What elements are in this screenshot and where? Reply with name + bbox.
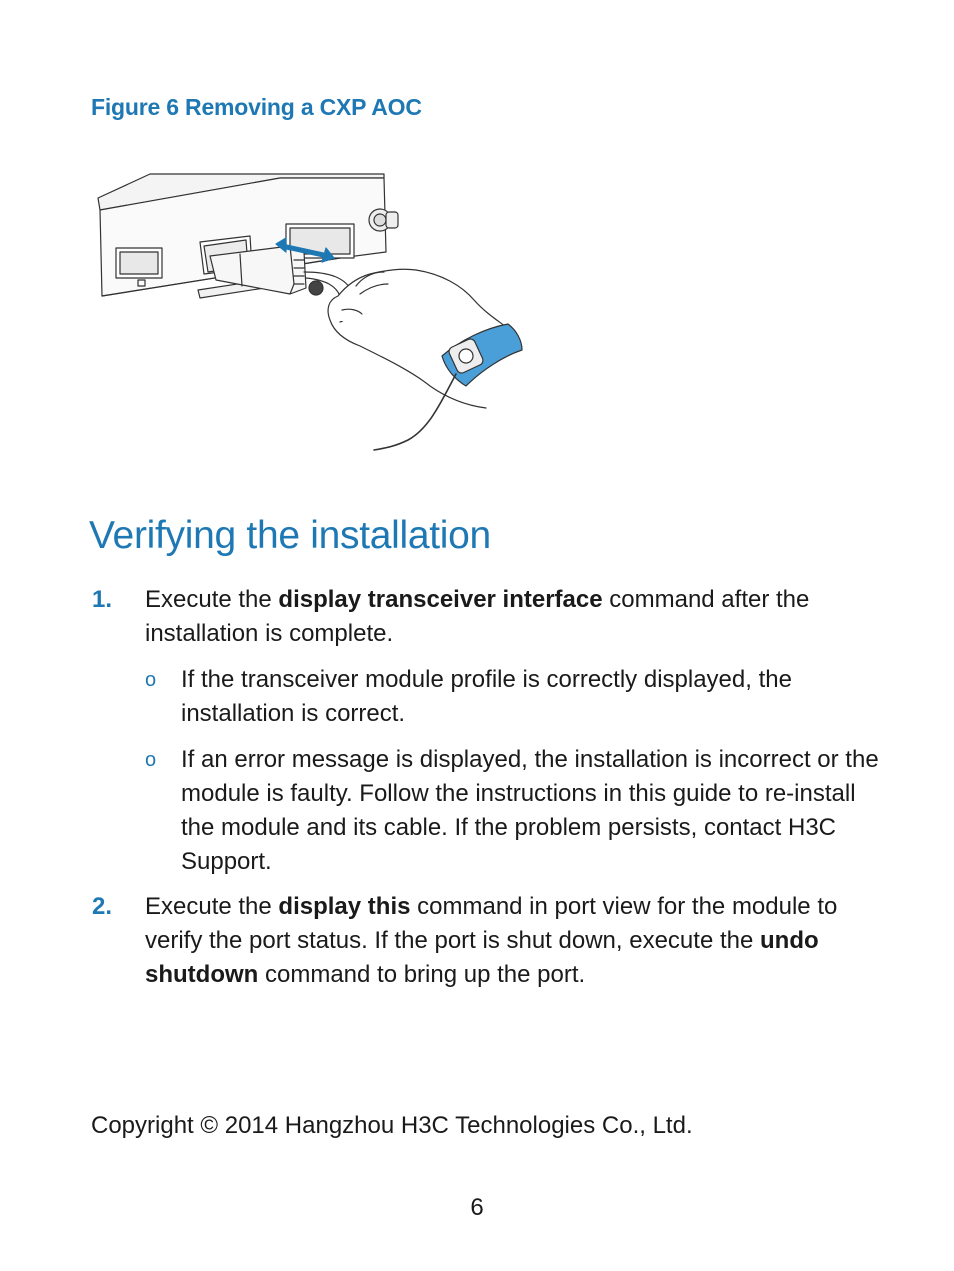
step-text: command in port view for the module to verify the port status. If the port is shut down, execute the [145,893,838,954]
step-number: 2. [92,893,113,920]
step-text: Execute the [145,586,279,613]
bullet-text: If an error message is displayed, the installation is incorrect or the module is faulty. Follow the instructions in this guide to re-install the module and its cable. If the problem persists, contact H3C Support. [181,746,879,875]
step-text: command to bring up the port. [258,961,586,988]
command-name: display this [278,893,411,920]
bullet-text: If the transceiver module profile is correctly displayed, the installation is correct. [181,666,792,727]
step-text: command after the installation is complete. [145,586,810,647]
command-name: undo shutdown [145,927,819,988]
figure-illustration [90,160,550,460]
section-heading: Verifying the installation [89,514,491,557]
step-number: 1. [92,586,113,613]
bullet-marker: o [145,749,157,771]
step-text: Execute the [145,893,279,920]
bullet-item [145,663,881,731]
copyright-notice: Copyright © 2014 Hangzhou H3C Technologies Co., Ltd. [91,1112,693,1139]
bullet-marker: o [145,669,157,691]
page-number: 6 [470,1194,484,1221]
bullet-item [145,743,881,879]
command-name: display transceiver interface [278,586,603,613]
step-2 [92,890,875,992]
figure-caption: Figure 6 Removing a CXP AOC [91,94,422,120]
step-1 [92,583,875,651]
